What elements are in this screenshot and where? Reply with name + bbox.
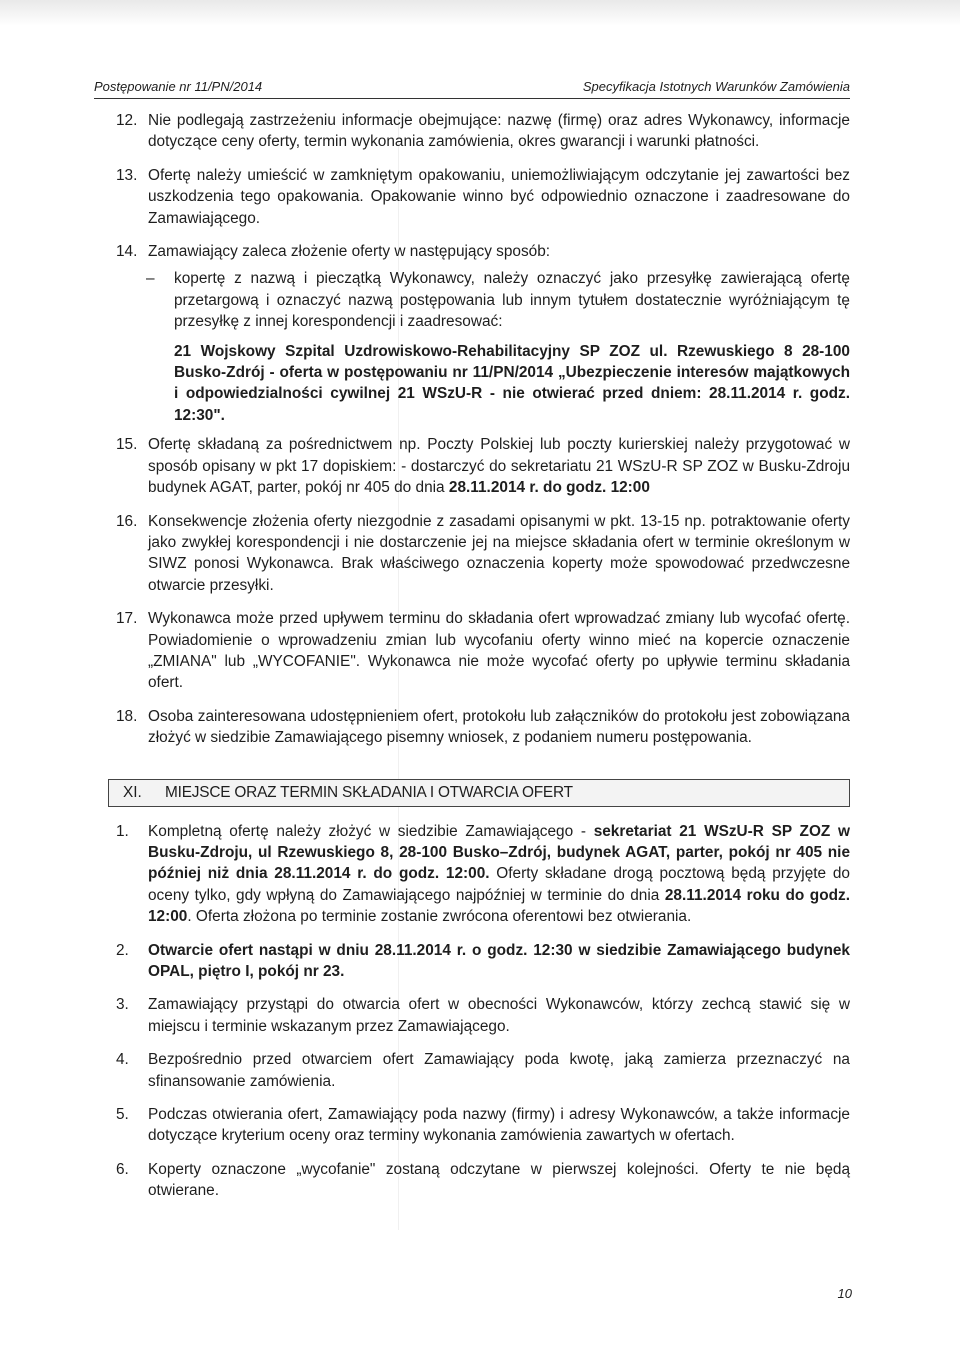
section-heading bbox=[108, 779, 850, 807]
dash-bullet: – bbox=[146, 270, 155, 288]
opening-date-text: Otwarcie ofert nastąpi w dniu 28.11.2014 r. o godz. 12:30 w siedzibie Zamawiającego budynek OPAL, piętro I, pokój nr 23. bbox=[148, 941, 850, 980]
item-text: Nie podlegają zastrzeżeniu informacje obejmujące: nazwę (firmę) oraz adres Wykonawcy, informacje dotyczące ceny oferty, termin wykonania zamówienia, okres gwarancji i warunki płatności. bbox=[148, 112, 850, 151]
item-text: Zamawiający zaleca złożenie oferty w następujący sposób: bbox=[148, 243, 551, 261]
header-case-number: Postępowanie nr 11/PN/2014 bbox=[94, 79, 263, 94]
item-number: 6. bbox=[116, 1160, 129, 1178]
item-text-start: Kompletną ofertę należy złożyć w siedzibie Zamawiającego - bbox=[148, 822, 594, 840]
section-number: XI. bbox=[123, 783, 142, 801]
section-item-6 bbox=[116, 1159, 850, 1202]
postal-deadline: 28.11.2014 roku do godz. 12:00 bbox=[148, 886, 850, 926]
submission-place: sekretariat 21 WSzU-R SP ZOZ w Busku-Zdroju, ul Rzewuskiego 8, 28-100 Busko–Zdrój, budynek AGAT, parter, pokój nr 405 nie później niż dnia 28.11.2014 r. do godz. 12:00. bbox=[148, 822, 850, 883]
item-number: 18. bbox=[116, 707, 138, 725]
page-header bbox=[94, 76, 850, 99]
item-number: 4. bbox=[116, 1051, 129, 1069]
item-text: Koperty oznaczone „wycofanie" zostaną odczytane w pierwszej kolejności. Oferty te nie będą otwierane. bbox=[148, 1160, 850, 1200]
list-item-17 bbox=[116, 608, 850, 694]
item-number: 2. bbox=[116, 941, 129, 959]
section-item-5 bbox=[116, 1104, 850, 1147]
deadline-date: 28.11.2014 r. do godz. 12:00 bbox=[448, 479, 650, 497]
item-text: Zamawiający przystąpi do otwarcia ofert w obecności Wykonawców, którzy zechcą stawić się w miejscu i terminie wskazanym przez Zamawiającego. bbox=[148, 996, 850, 1035]
page-number: 10 bbox=[837, 1286, 852, 1301]
list-item-15 bbox=[116, 434, 850, 498]
list-item-14 bbox=[116, 241, 850, 262]
item-text: Ofertę należy umieścić w zamkniętym opakowaniu, uniemożliwiającym odczytanie jej zawartości bez uszkodzenia tego opakowania. Opakowanie winno być odpowiednio oznaczone i zaadresowane do Zamawiającego. bbox=[148, 166, 850, 227]
list-item-14-bullet bbox=[116, 268, 850, 332]
item-number: 15. bbox=[116, 436, 138, 454]
section-item-4 bbox=[116, 1049, 850, 1092]
item-text: Osoba zainteresowana udostępnieniem ofert, protokołu lub załączników do protokołu jest zobowiązana złożyć w siedzibie Zamawiającego pisemny wniosek, z podaniem numeru postępowania. bbox=[148, 707, 850, 747]
item-text-middle: Oferty składane drogą pocztową będą przyjęte do oceny tylko, gdy wpłyną do Zamawiającego najpóźniej w terminie do dnia bbox=[148, 865, 850, 904]
list-item-12 bbox=[116, 110, 850, 153]
section-item-2 bbox=[116, 940, 850, 983]
section-item-3 bbox=[116, 994, 850, 1037]
list-item-18 bbox=[116, 706, 850, 749]
item-text: Podczas otwierania ofert, Zamawiający poda nazwy (firmy) i adresy Wykonawców, a także informacje dotyczące kryterium oceny oraz terminy wykonania zamówienia zawartych w ofertach. bbox=[148, 1106, 850, 1145]
item-text: Bezpośrednio przed otwarciem ofert Zamawiający poda kwotę, jaką zamierza przeznaczyć na sfinansowanie zamówienia. bbox=[148, 1051, 850, 1090]
item-number: 17. bbox=[116, 610, 138, 628]
item-number: 3. bbox=[116, 996, 129, 1014]
envelope-address: 21 Wojskowy Szpital Uzdrowiskowo-Rehabilitacyjny SP ZOZ ul. Rzewuskiego 8 28-100 Busko-Zdrój - oferta w postępowaniu nr 11/PN/2014 „Ubezpieczenie interesów majątkowych i odpowiedzialności cywilnej 21 WSzU-R - nie otwierać przed dniem: 28.11.2014 r. godz. 12:30". bbox=[174, 342, 850, 424]
item-text: Ofertę składaną za pośrednictwem np. Poczty Polskiej lub poczty kurierskiej należy przygotować w sposób opisany w pkt 17 dopiskiem: - dostarczyć do sekretariatu 21 WSzU-R SP ZOZ w Busku-Zdroju budynek AGAT, parter, pokój nr 405 do dnia bbox=[148, 436, 850, 497]
item-number: 13. bbox=[116, 166, 138, 184]
scan-border bbox=[0, 0, 960, 26]
section-title: MIEJSCE ORAZ TERMIN SKŁADANIA I OTWARCIA OFERT bbox=[165, 783, 573, 801]
item-number: 5. bbox=[116, 1106, 129, 1124]
item-number: 12. bbox=[116, 112, 138, 129]
header-document-title: Specyfikacja Istotnych Warunków Zamówienia bbox=[582, 79, 850, 94]
document-body bbox=[116, 110, 850, 1214]
section-item-1 bbox=[116, 821, 850, 928]
item-number: 16. bbox=[116, 512, 138, 530]
item-text: Konsekwencje złożenia oferty niezgodnie z zasadami opisanymi w pkt. 13-15 np. potraktowanie oferty jako zwykłej korespondencji i nie dostarczenie jej na miejsce składania ofert w terminie określonym w SIWZ ponosi Wykonawca. Brak właściwego oznaczenia koperty może spowodować przedwczesne otwarcie przesyłki. bbox=[148, 512, 850, 594]
item-number: 1. bbox=[116, 822, 129, 840]
item-number: 14. bbox=[116, 243, 138, 261]
item-text: Wykonawca może przed upływem terminu do składania ofert wprowadzać zmiany lub wycofać ofertę. Powiadomienie o wprowadzeniu zmian lub wycofaniu oferty winno mieć na kopercie oznaczenie „ZMIANA" lub „WYCOFANIE". Wykonawca nie może wycofać oferty po upływie terminu składania ofert. bbox=[148, 610, 850, 692]
item-text-end: . Oferta złożona po terminie zostanie zwrócona oferentowi bez otwierania. bbox=[187, 908, 692, 926]
list-item-16 bbox=[116, 511, 850, 597]
list-item-13 bbox=[116, 165, 850, 229]
bullet-text: kopertę z nazwą i pieczątką Wykonawcy, należy oznaczyć jako przesyłkę zawierającą ofertę przetargową i oznaczyć nazwą postępowania lub innym tytułem dostatecznie wyróżniającym tę przesyłkę z innej korespondencji i zaadresować: bbox=[174, 270, 850, 331]
